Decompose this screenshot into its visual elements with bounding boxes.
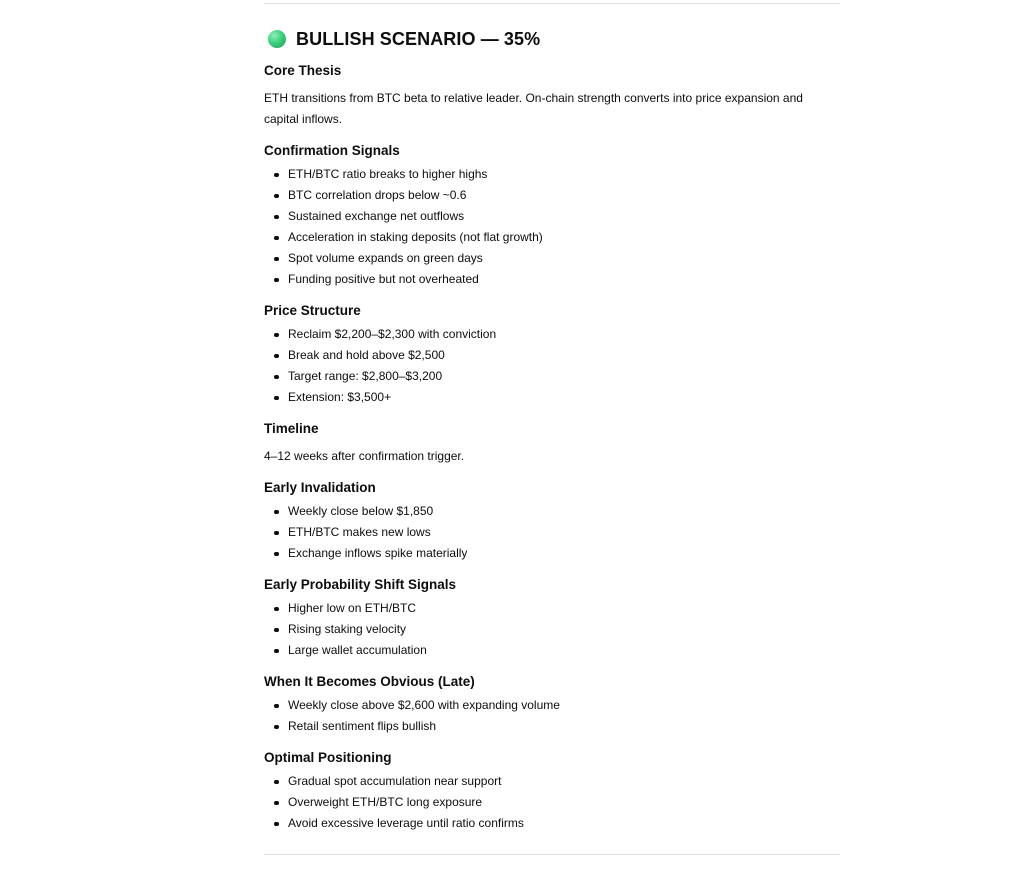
list-item: Sustained exchange net outflows bbox=[264, 206, 840, 227]
section-core-thesis bbox=[264, 62, 840, 130]
section-heading: Early Invalidation bbox=[264, 480, 376, 495]
list-item: ETH/BTC makes new lows bbox=[264, 522, 840, 543]
list-item: Break and hold above $2,500 bbox=[264, 345, 840, 366]
list-item: Avoid excessive leverage until ratio confirms bbox=[264, 813, 840, 834]
list-item: Large wallet accumulation bbox=[264, 640, 840, 661]
top-divider bbox=[264, 3, 840, 4]
bullet-list bbox=[264, 501, 840, 564]
section-timeline bbox=[264, 420, 840, 467]
bullet-list bbox=[264, 598, 840, 661]
list-item: Higher low on ETH/BTC bbox=[264, 598, 840, 619]
scenario-title-row bbox=[264, 28, 840, 50]
section-heading: Price Structure bbox=[264, 303, 361, 318]
list-item: ETH/BTC ratio breaks to higher highs bbox=[264, 164, 840, 185]
list-item: Gradual spot accumulation near support bbox=[264, 771, 840, 792]
green-circle-icon bbox=[268, 30, 286, 48]
list-item: Spot volume expands on green days bbox=[264, 248, 840, 269]
section-heading: Core Thesis bbox=[264, 63, 342, 78]
list-item: Retail sentiment flips bullish bbox=[264, 716, 840, 737]
list-item: Overweight ETH/BTC long exposure bbox=[264, 792, 840, 813]
section-paragraph: 4–12 weeks after confirmation trigger. bbox=[264, 449, 465, 463]
section-paragraph: ETH transitions from BTC beta to relative leader. On-chain strength converts into price expansion and capital inflows. bbox=[264, 91, 803, 126]
list-item: Extension: $3,500+ bbox=[264, 387, 840, 408]
list-item: Reclaim $2,200–$2,300 with conviction bbox=[264, 324, 840, 345]
list-item: Weekly close below $1,850 bbox=[264, 501, 840, 522]
bottom-divider bbox=[264, 854, 840, 855]
section-optimal-positioning bbox=[264, 749, 840, 834]
section-heading: Early Probability Shift Signals bbox=[264, 577, 457, 592]
document-body bbox=[264, 0, 840, 855]
list-item: Acceleration in staking deposits (not flat growth) bbox=[264, 227, 840, 248]
section-early-probability-shift bbox=[264, 576, 840, 661]
list-item: Rising staking velocity bbox=[264, 619, 840, 640]
bullet-list bbox=[264, 324, 840, 408]
list-item: Target range: $2,800–$3,200 bbox=[264, 366, 840, 387]
section-confirmation-signals bbox=[264, 142, 840, 290]
list-item: Exchange inflows spike materially bbox=[264, 543, 840, 564]
bullet-list bbox=[264, 695, 840, 737]
section-heading: When It Becomes Obvious (Late) bbox=[264, 674, 475, 689]
scenario-title: BULLISH SCENARIO — 35% bbox=[296, 29, 541, 49]
bullet-list bbox=[264, 771, 840, 834]
list-item: Weekly close above $2,600 with expanding volume bbox=[264, 695, 840, 716]
list-item: Funding positive but not overheated bbox=[264, 269, 840, 290]
bullet-list bbox=[264, 164, 840, 290]
section-when-obvious bbox=[264, 673, 840, 737]
section-heading: Timeline bbox=[264, 421, 319, 436]
section-price-structure bbox=[264, 302, 840, 408]
section-heading: Confirmation Signals bbox=[264, 143, 400, 158]
list-item: BTC correlation drops below ~0.6 bbox=[264, 185, 840, 206]
section-heading: Optimal Positioning bbox=[264, 750, 392, 765]
section-early-invalidation bbox=[264, 479, 840, 564]
